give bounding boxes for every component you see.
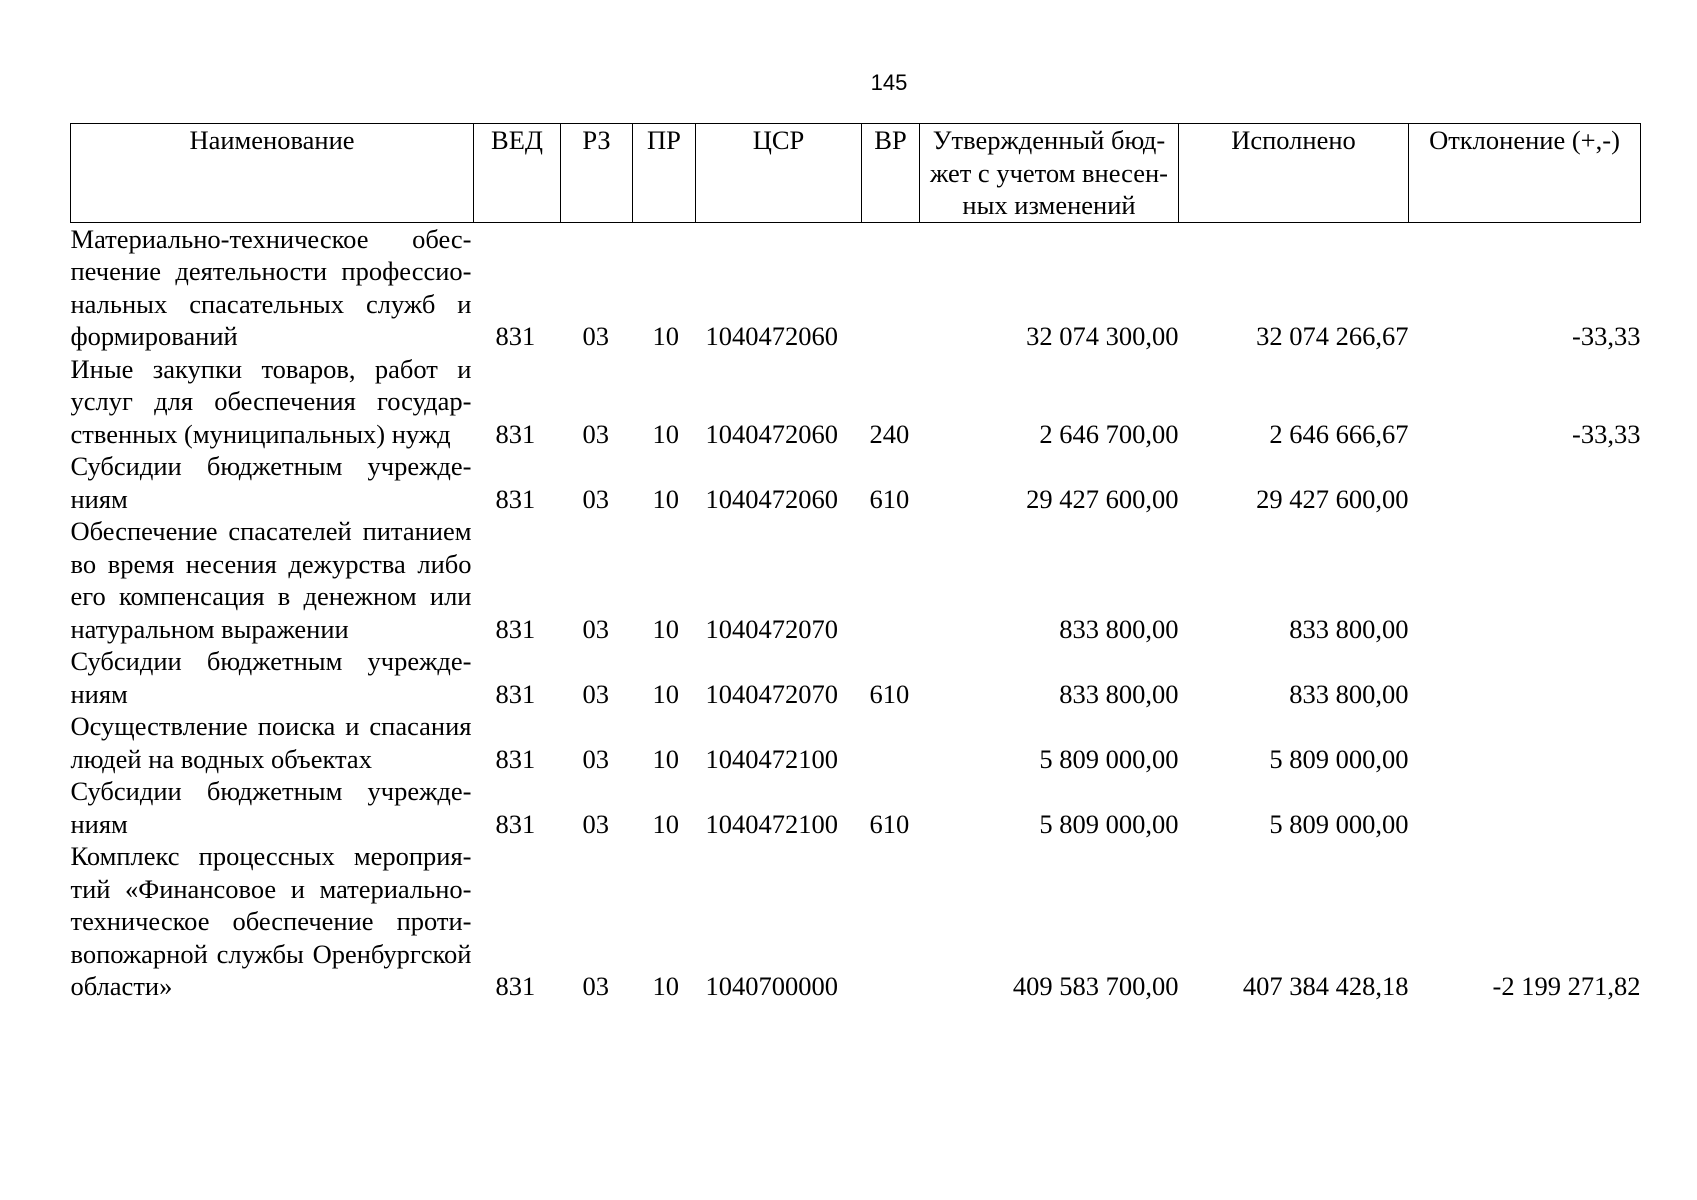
- header-name: Наименование: [71, 124, 474, 223]
- table-row: [71, 710, 1641, 775]
- cell-pr: 10: [652, 321, 679, 351]
- cell-vr: [862, 840, 920, 1003]
- cell-pr: 10: [652, 418, 679, 449]
- header-csr: ЦСР: [696, 124, 862, 223]
- cell-pr: 10: [652, 613, 679, 644]
- cell-pr: 10: [652, 678, 679, 709]
- page-number: 145: [870, 70, 908, 95]
- cell-vr: [862, 710, 920, 775]
- cell-pr: 10: [652, 743, 679, 774]
- header-approved-line-3: ных изменений: [962, 190, 1136, 220]
- header-deviation: Отклонение (+,-): [1409, 124, 1641, 223]
- cell-ved: 831: [495, 808, 536, 839]
- cell-vr: 610: [869, 483, 910, 514]
- table-row: [71, 353, 1641, 451]
- cell-approved: 833 800,00: [1059, 613, 1179, 644]
- header-approved-line-1: Утвержденный бюд-: [932, 125, 1166, 155]
- cell-deviation: -2 199 271,82: [1492, 971, 1641, 1001]
- cell-approved: 409 583 700,00: [1012, 971, 1179, 1001]
- cell-csr: 1040472100: [705, 743, 838, 774]
- cell-rz: 03: [582, 971, 609, 1001]
- header-executed: Исполнено: [1179, 124, 1409, 223]
- header-row: [71, 124, 1641, 223]
- cell-vr: [862, 222, 920, 353]
- cell-csr: 1040472060: [705, 418, 838, 449]
- cell-approved: 5 809 000,00: [1039, 743, 1179, 774]
- cell-approved: 32 074 300,00: [1026, 321, 1179, 351]
- cell-name: Материально-техническое обеспечение деятельности профессиональных спасательных служб и формирований: [70, 223, 472, 351]
- cell-csr: 1040472070: [705, 678, 838, 709]
- header-pr: ПР: [633, 124, 696, 223]
- table-row: [71, 775, 1641, 840]
- cell-pr: 10: [652, 808, 679, 839]
- cell-rz: 03: [582, 483, 609, 514]
- cell-deviation: -33,33: [1572, 321, 1641, 351]
- table-body: [71, 222, 1641, 1003]
- cell-executed: 32 074 266,67: [1256, 321, 1409, 351]
- cell-vr: 240: [869, 418, 910, 449]
- budget-table: [70, 123, 1641, 1003]
- cell-rz: 03: [582, 678, 609, 709]
- cell-executed: 833 800,00: [1289, 678, 1409, 709]
- header-vr: ВР: [862, 124, 920, 223]
- cell-deviation: [1409, 515, 1641, 645]
- cell-ved: 831: [495, 613, 536, 644]
- table-row: [71, 450, 1641, 515]
- table-row: [71, 222, 1641, 353]
- cell-ved: 831: [495, 483, 536, 514]
- cell-name: Обеспечение спасателей питанием во время несения дежурства либо его компенсация в денежном или натуральном выражении: [70, 516, 472, 644]
- cell-name: Субсидии бюджетным учреждениям: [70, 646, 472, 709]
- cell-csr: 1040700000: [705, 971, 838, 1001]
- cell-name: Иные закупки товаров, работ и услуг для обеспечения государственных (муниципальных) нужд: [70, 353, 472, 449]
- cell-csr: 1040472100: [705, 808, 838, 839]
- header-rz: РЗ: [561, 124, 633, 223]
- table-header: [71, 124, 1641, 223]
- budget-table-container: [70, 123, 1640, 1003]
- cell-rz: 03: [582, 743, 609, 774]
- cell-name: Субсидии бюджетным учреждениям: [70, 451, 472, 514]
- cell-csr: 1040472060: [705, 321, 838, 351]
- cell-executed: 2 646 666,67: [1269, 418, 1409, 449]
- header-ved: ВЕД: [474, 124, 561, 223]
- cell-name: Комплекс процессных мероприятий «Финансовое и материально-техническое обеспечение противопожарной службы Оренбургской области»: [70, 841, 472, 1001]
- cell-ved: 831: [495, 418, 536, 449]
- cell-csr: 1040472060: [705, 483, 838, 514]
- cell-executed: 29 427 600,00: [1256, 483, 1409, 514]
- cell-rz: 03: [582, 321, 609, 351]
- cell-name: Осуществление поиска и спасания людей на водных объектах: [70, 711, 472, 774]
- table-row: [71, 515, 1641, 645]
- cell-executed: 407 384 428,18: [1242, 971, 1409, 1001]
- cell-deviation: -33,33: [1572, 418, 1641, 449]
- cell-deviation: [1409, 775, 1641, 840]
- cell-approved: 5 809 000,00: [1039, 808, 1179, 839]
- cell-deviation: [1409, 645, 1641, 710]
- cell-executed: 5 809 000,00: [1269, 743, 1409, 774]
- cell-approved: 833 800,00: [1059, 678, 1179, 709]
- cell-pr: 10: [652, 971, 679, 1001]
- cell-name: Субсидии бюджетным учреждениям: [70, 776, 472, 839]
- cell-vr: [862, 515, 920, 645]
- cell-ved: 831: [495, 971, 536, 1001]
- cell-pr: 10: [652, 483, 679, 514]
- cell-approved: 29 427 600,00: [1026, 483, 1179, 514]
- cell-vr: 610: [869, 808, 910, 839]
- cell-ved: 831: [495, 321, 536, 351]
- cell-executed: 5 809 000,00: [1269, 808, 1409, 839]
- cell-csr: 1040472070: [705, 613, 838, 644]
- header-approved-line-2: жет с учетом внесен-: [930, 157, 1168, 188]
- cell-approved: 2 646 700,00: [1039, 418, 1179, 449]
- cell-rz: 03: [582, 808, 609, 839]
- table-row: [71, 840, 1641, 1003]
- cell-ved: 831: [495, 743, 536, 774]
- cell-rz: 03: [582, 418, 609, 449]
- cell-deviation: [1409, 710, 1641, 775]
- cell-ved: 831: [495, 678, 536, 709]
- cell-deviation: [1409, 450, 1641, 515]
- cell-rz: 03: [582, 613, 609, 644]
- cell-executed: 833 800,00: [1289, 613, 1409, 644]
- table-row: [71, 645, 1641, 710]
- cell-vr: 610: [869, 678, 910, 709]
- header-approved-budget: [920, 124, 1179, 223]
